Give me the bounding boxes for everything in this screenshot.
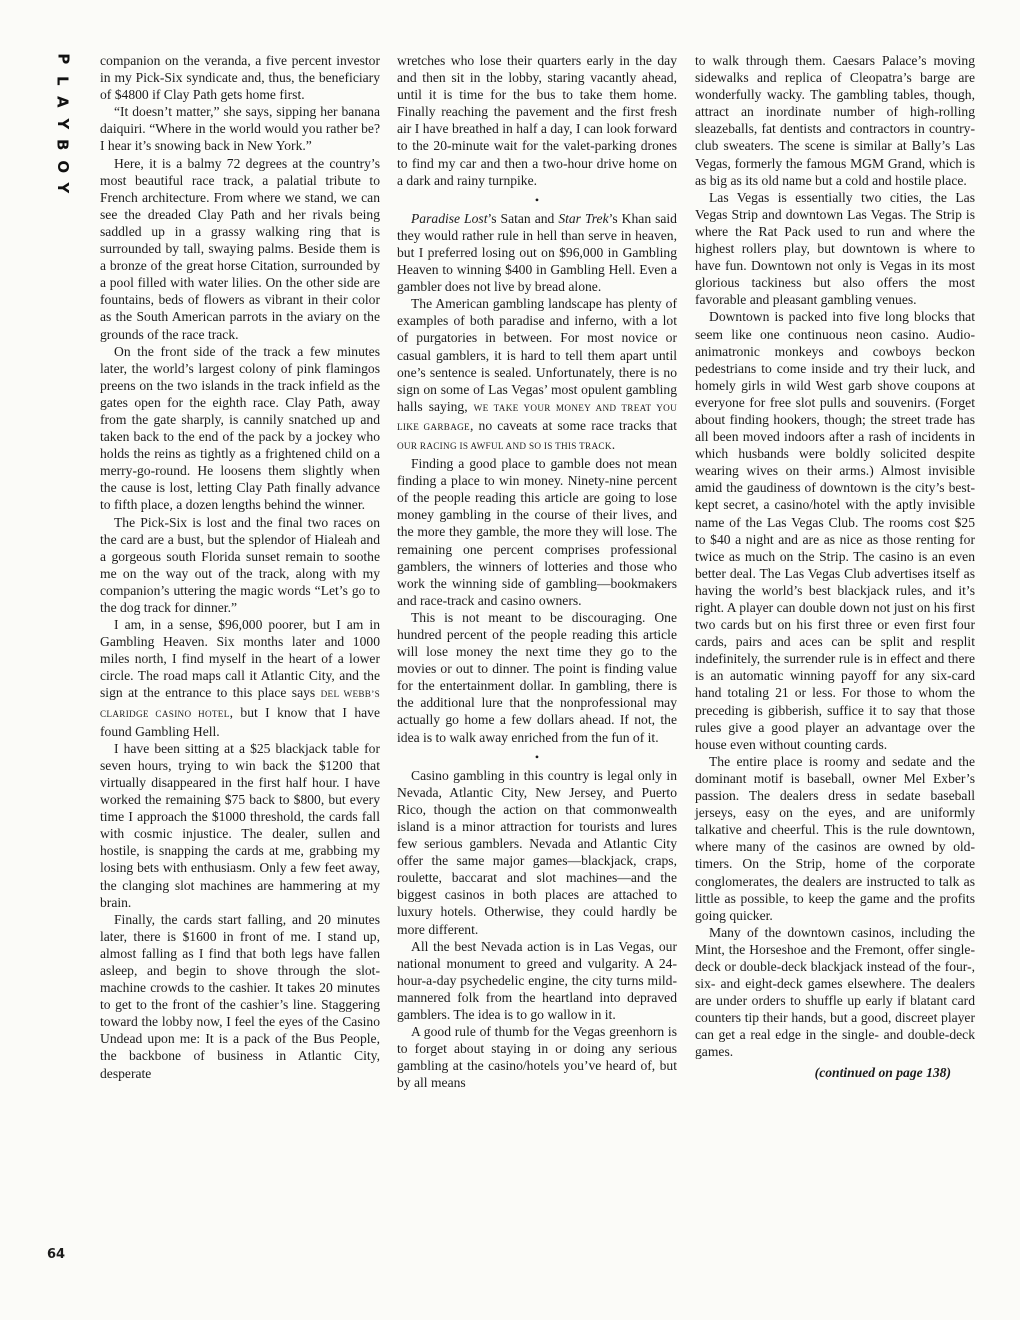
section-divider-bullet: • <box>534 749 540 764</box>
text-run: On the front side of the track a few minutes later, the world’s largest colony of pink flamingos preens on the two islands in the track infield as the gates open for the eighth race. Clay Path, away from the gate sharply, is cannily snatched up and taken back to the end of the pack by a jockey who holds the reins as tightly as a frightened child on a merry-go-round. He loosens them slightly when the cause is lost, letting Clay Path finally advance to fifth place, a dozen lengths behind the winner. <box>100 343 380 513</box>
continued-on-page-note: (continued on page 138) <box>814 1064 951 1080</box>
article-paragraph <box>695 189 975 309</box>
text-run: Las Vegas is essentially two cities, the Las Vegas Strip and downtown Las Vegas. The Strip is where the Rat Pack used to run and where the highest rollers play, but downtown is where to have fun. Downtown not only is Vegas in its most glorious tackiness but also offers the most favorable and pleasant gambling venues. <box>695 189 975 308</box>
text-run: . <box>611 436 616 452</box>
text-run: ’s Satan and <box>487 210 559 226</box>
small-caps-text: WE TAKE YOUR MONEY AND TREAT YOU LIKE GARBAGE <box>397 402 677 432</box>
article-paragraph <box>695 924 975 1061</box>
section-divider-bullet: • <box>534 192 540 207</box>
article-paragraph <box>100 616 380 740</box>
article-paragraph <box>397 295 677 455</box>
text-run: Here, it is a balmy 72 degrees at the country’s most beautiful race track, a palatial tribute to French architecture. From where we stand, we can see the dreaded Clay Path and her rivals being saddled up in a grassy walking ring that is surrounded by tall, swaying palms. Beside them is a bronze of the great horse Citation, surrounded by a pool filled with water lilies. On the other side are fountains, beds of flowers as vibrant in their color as the South American parrots in the aviary on the grounds of the race track. <box>100 155 380 342</box>
article-paragraph <box>397 455 677 609</box>
article-paragraph <box>397 52 677 189</box>
magazine-letter: Y <box>53 182 72 194</box>
magazine-letter: P <box>53 53 72 65</box>
italic-title: Star Trek <box>558 210 609 226</box>
text-run: All the best Nevada action is in Las Vegas, our national monument to greed and vulgarity. A 24-hour-a-day psychedelic engine, the city turns mild-mannered folk from the heartland into depraved gamblers. The idea is to go wallow in it. <box>397 938 677 1022</box>
text-run: , no caveats at some race tracks that <box>469 417 677 433</box>
text-run: “It doesn’t matter,” she says, sipping her banana daiquiri. “Where in the world would you rather be? I hear it’s snowing back in New York.” <box>100 104 380 154</box>
text-run: The American gambling landscape has plenty of examples of both paradise and inferno, with a lot of purgatories in between. For most novice or casual gamblers, it is hard to tell them apart until one’s sentence is sealed. Unfortunately, there is no sign on some of Las Vegas’ most opulent gambling halls saying, <box>397 296 677 414</box>
article-paragraph <box>100 52 380 103</box>
text-run: companion on the veranda, a five percent investor in my Pick-Six syndicate and, thus, the beneficiary of $4800 if Clay Path gets home first. <box>100 53 380 103</box>
text-run: wretches who lose their quarters early in the day and then sit in the lobby, staring vacantly ahead, until it is time for the bus to take them home. Finally reaching the pavement and the first fresh air I have breathed in half a day, I can look forward to the 20-minute wait for the valet-parking drones to find my car and then a two-hour drive home on a dark and rainy turnpike. <box>397 53 677 188</box>
magazine-letter: L <box>53 75 72 86</box>
text-run: A good rule of thumb for the Vegas greenhorn is to forget about staying in or doing any serious gambling at the casino/hotels you’ve heard of, but by all means <box>397 1024 677 1091</box>
article-column-2 <box>397 52 677 1091</box>
small-caps-text: DEL WEBB’S CLARIDGE CASINO HOTEL <box>100 689 380 719</box>
text-run: ’s Khan said they would rather rule in hell than serve in heaven, but I preferred losing out on $96,000 in Gambling Heaven to winning $400 in Gambling Hell. Even a gambler does not live by bread alone. <box>397 210 677 295</box>
magazine-name-vertical <box>50 48 74 199</box>
text-run: Finding a good place to gamble does not mean finding a place to win money. Ninety-nine percent of the people reading this article are going to lose money gambling in the course of their lives, and the more they gamble, the more they will lose. The remaining one percent comprises professional gamblers, the winners of lotteries and those who work the winning side of gambling—bookmakers and race-track and casino owners. <box>397 456 677 608</box>
text-run: Casino gambling in this country is legal only in Nevada, Atlantic City, New Jersey, and Puerto Rico, though the action on that commonwealth island is a minor attraction for tourists and lures few serious gamblers. Nevada and Atlantic City offer the same major games—blackjack, craps, roulette, baccarat and slot machines—and the biggest casinos in both places are attached to luxury hotels. Otherwise, they could hardly be more different. <box>397 767 677 937</box>
article-paragraph <box>100 343 380 514</box>
text-run: I have been sitting at a $25 blackjack table for seven hours, trying to win back the $1200 that virtually disappeared in the first half hour. I have worked the remaining $75 back to $800, but every time I approach the $1000 threshold, the cards fall with cosmic injustice. The dealer, sullen and hostile, is snapping the cards at me, grabbing my losing bets with enthusiasm. Only a few feet away, the clanging slot machines are hammering at my brain. <box>100 740 380 910</box>
page-number: 64 <box>47 1247 66 1262</box>
article-paragraph <box>397 938 677 1023</box>
article-paragraph <box>100 103 380 154</box>
text-run: to walk through them. Caesars Palace’s moving sidewalks and replica of Cleopatra’s barge are wonderfully wacky. The gambling tables, though, attract an inordinate number of high-rolling sleazeballs, fat dentists and contractors in country-club sweaters. The scene is similar at Bally’s Las Vegas, formerly the famous MGM Grand, which is as big as its old name but a cold and hostile place. <box>695 53 975 188</box>
article-paragraph <box>100 155 380 343</box>
article-paragraph <box>695 308 975 752</box>
text-run: , but I know that I have found Gambling Hell. <box>100 704 380 739</box>
text-run: I am, in a sense, $96,000 poorer, but I am in Gambling Heaven. Six months later and 1000 miles north, I find myself in the heart of a lower circle. The road maps call it Atlantic City, and the sign at the entrance to this place says <box>100 617 380 701</box>
article-paragraph <box>397 1023 677 1091</box>
text-run: The entire place is roomy and sedate and the dominant motif is baseball, owner Mel Exber’s passion. The dealers dress in sedate baseball jerseys, easy on the eyes, and are uniformly talkative and cheerful. This is the rule downtown, where many of the casinos are owned by old-timers. On the Strip, home of the corporate conglomerates, the dealers are instructed to talk as little as possible, to keep the game and the profits going quicker. <box>695 753 975 923</box>
magazine-letter: O <box>53 159 72 173</box>
article-paragraph <box>397 767 677 938</box>
article-paragraph <box>695 52 975 189</box>
article-paragraph <box>397 210 677 295</box>
text-run: This is not meant to be discouraging. One hundred percent of the people reading this article will lose money the next time they go to the movies or out to dinner. The point is finding value for the entertainment dollar. In gambling, there is the additional lure that the nonprofessional may actually go home a few dollars ahead. If not, the idea is to walk away enriched from the fun of it. <box>397 609 677 745</box>
text-run: Downtown is packed into five long blocks that seem like one continuous neon casino. Audio-animatronic monkeys and cowboys beckon pedestrians to come inside and try their luck, and homely girls in wild West garb shove coupons at everyone for free slot pulls and souvenirs. (Forget about finding hookers, though; the street trade has all been moved indoors after a rash of incidents in which husbands were boldly solicited despite wearing wives on their arms.) Almost invisible amid the gaudiness of downtown is the city’s best-kept secret, a casino/hotel with the aptly invisible name of the Las Vegas Club. The rooms cost $25 to $40 a night and are as nice as those renting for twice as much on the Strip. The casino is an even better deal. The Las Vegas Club advertises itself as having the world’s best blackjack rules, and it’s right. A player can double down not just on his first two cards but on his first three or even first four cards, pairs and aces can be split and resplit indefinitely, the surrender rule is in effect and there is an automatic winning payoff for any six-card hand totaling 21 or less. For those to whom the preceding is gibberish, suffice it to say that those rules give a good player an advantage over the house even without counting cards. <box>695 309 975 752</box>
text-run: Finally, the cards start falling, and 20 minutes later, there is $1600 in front of me. I stand up, almost falling as I find that both legs have fallen asleep, and begin to shove through the slot-machine crowds to the cashier. It takes 20 minutes to get to the front of the cashier’s line. Staggering toward the lobby now, I feel the eyes of the Casino Undead upon me: It is a pack of the Bus People, the backbone of business in Atlantic City, desperate <box>100 911 380 1081</box>
magazine-letter: A <box>53 95 72 108</box>
text-run: Many of the downtown casinos, including the Mint, the Horseshoe and the Fremont, offer single-deck or double-deck blackjack instead of the four-, six- and eight-deck games elsewhere. The dealers are under orders to shuffle up early if blatant card counters tip their hands, but a good, discreet player can get a real edge in the single- and double-deck games. <box>695 924 975 1060</box>
italic-title: Paradise Lost <box>411 210 488 226</box>
article-column-3 <box>695 52 975 1081</box>
magazine-letter: Y <box>53 117 72 129</box>
text-run: The Pick-Six is lost and the final two races on the card are a bust, but the splendor of Hialeah and a gorgeous south Florida sunset remain to soothe me on the way out of the track, along with my companion’s uttering the magic words “Let’s go to the dog track for dinner.” <box>100 514 380 615</box>
article-paragraph <box>100 740 380 911</box>
article-paragraph <box>100 911 380 1082</box>
article-column-1 <box>100 52 380 1082</box>
article-paragraph <box>100 514 380 617</box>
magazine-letter: B <box>53 139 72 151</box>
small-caps-text: OUR RACING IS AWFUL AND SO IS THIS TRACK <box>397 440 612 451</box>
article-paragraph <box>695 753 975 924</box>
article-paragraph <box>397 609 677 746</box>
